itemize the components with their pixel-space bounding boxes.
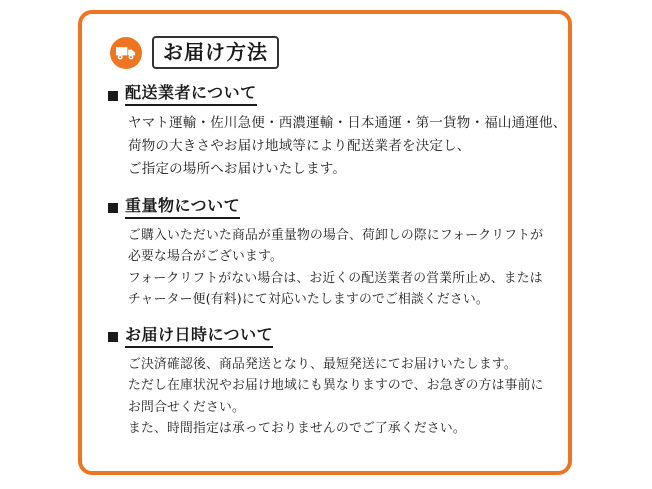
delivery-truck-icon xyxy=(110,37,142,69)
section-delivery-datetime-head xyxy=(108,325,546,348)
body-line: フォークリフトがない場合は、お近くの配送業者の営業所止め、または xyxy=(128,270,543,286)
section-heavy-items-body xyxy=(128,225,546,311)
bullet-square-icon xyxy=(108,203,118,213)
body-line: チャーター便(有料)にて対応いたしますのでご相談ください。 xyxy=(128,292,489,308)
page-title: お届け方法 xyxy=(163,40,268,64)
body-line: お問合せください。 xyxy=(128,399,245,415)
bullet-square-icon xyxy=(108,332,118,342)
body-line: ご購入いただいた商品が重量物の場合、荷卸しの際にフォークリフトが xyxy=(128,227,544,243)
section-heavy-items xyxy=(108,196,546,311)
body-line: ご決済確認後、商品発送となり、最短発送にてお届けいたします。 xyxy=(128,356,517,372)
body-line: また、時間指定は承っておりませんのでご了承ください。 xyxy=(128,421,466,437)
card-title-box xyxy=(152,36,279,69)
section-heavy-items-title: 重量物について xyxy=(125,196,240,219)
bullet-square-icon xyxy=(108,91,118,101)
body-line: 荷物の大きさやお届け地域等により配送業者を決定し、 xyxy=(128,138,471,155)
card-header xyxy=(110,36,546,69)
section-carrier-body xyxy=(128,112,567,182)
section-delivery-datetime xyxy=(108,325,546,440)
section-carrier-head xyxy=(108,83,546,106)
section-carrier xyxy=(108,83,567,182)
section-carrier-title: 配送業者について xyxy=(125,83,257,106)
body-line: ただし在庫状況やお届け地域にも異なりますので、お急ぎの方は事前に xyxy=(128,378,544,394)
body-line: ヤマト運輸・佐川急便・西濃運輸・日本通運・第一貨物・福山通運他、 xyxy=(128,115,567,131)
delivery-info-card xyxy=(78,10,572,475)
section-heavy-items-head xyxy=(108,196,546,219)
section-delivery-datetime-title: お届け日時について xyxy=(125,325,273,348)
section-delivery-datetime-body xyxy=(128,354,546,440)
body-line: 必要な場合がございます。 xyxy=(128,249,283,265)
body-line: ご指定の場所へお届けいたします。 xyxy=(128,161,347,178)
